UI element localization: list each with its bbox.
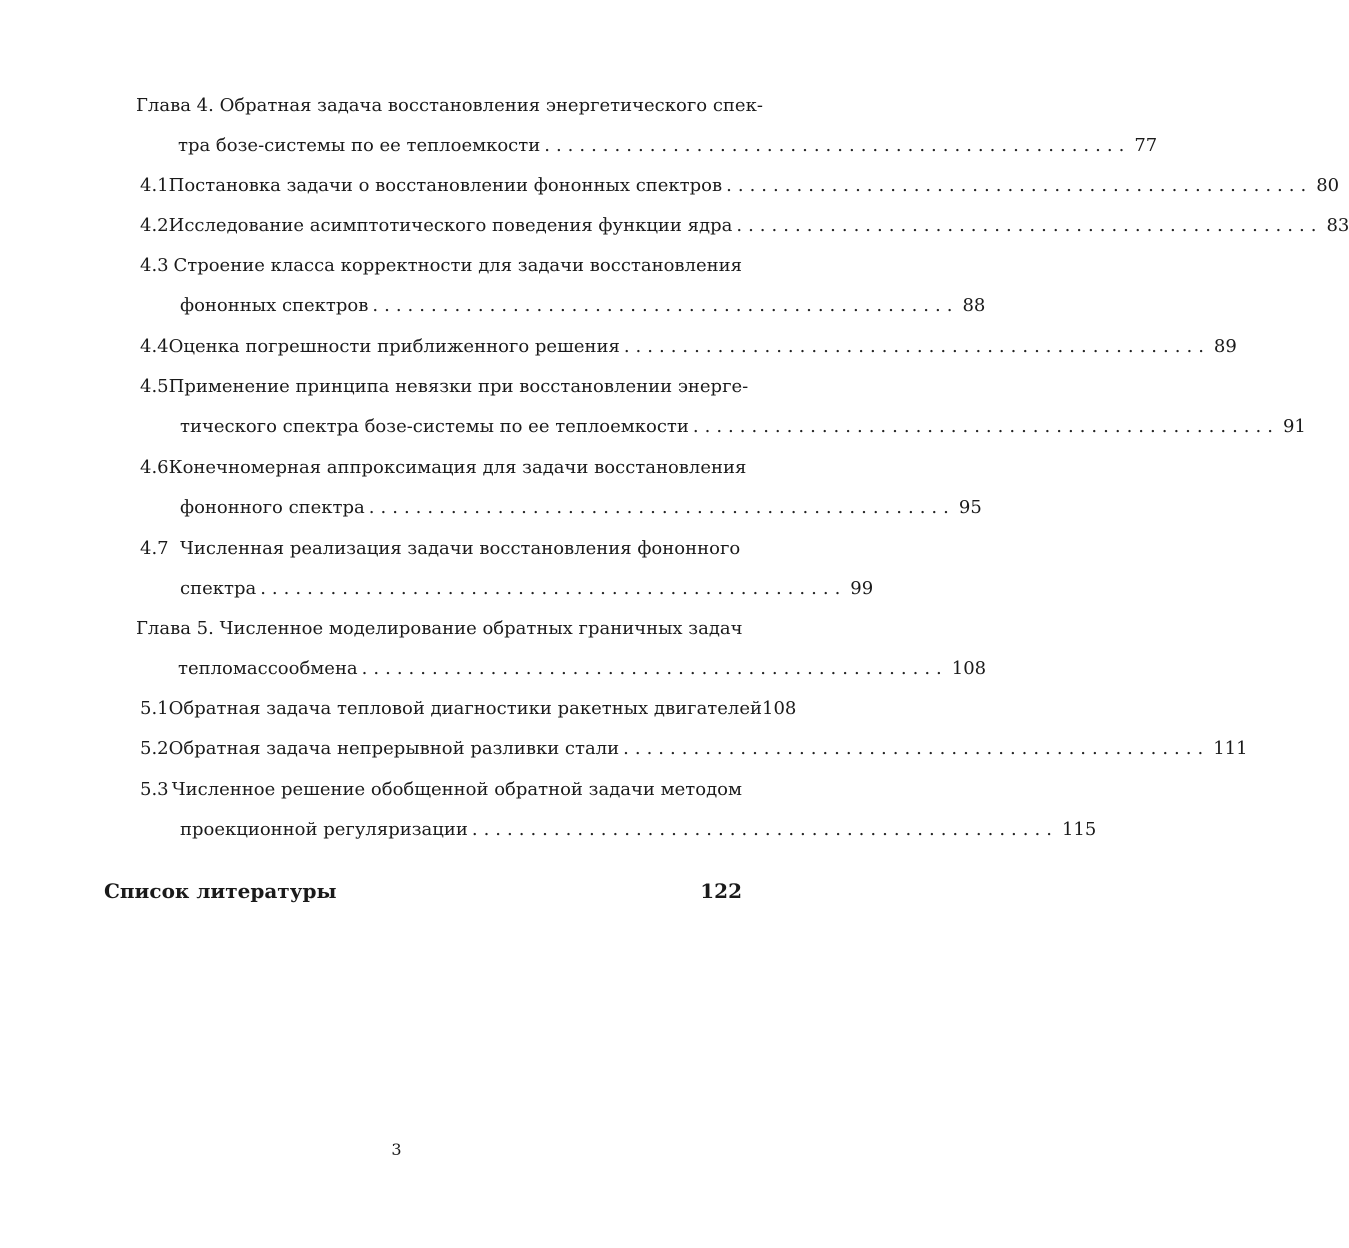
section-title: Обратная задача тепловой диагностики ракетных двигателей — [168, 698, 762, 719]
leader-dots: .................................................. — [544, 135, 1131, 156]
chapter-5-title-line2[interactable] — [178, 657, 987, 681]
section-page: 80 — [1316, 175, 1340, 196]
section-title-line1: Численная реализация задачи восстановления фононного — [180, 538, 741, 559]
section-page: 99 — [850, 578, 874, 599]
section-page: 89 — [1213, 336, 1237, 357]
leader-dots: .................................................. — [623, 336, 1210, 357]
toc-entry-4-7-line2[interactable] — [180, 577, 874, 601]
section-page: 91 — [1282, 416, 1306, 437]
section-title-line1: Применение принципа невязки при восстановлении энерге- — [168, 376, 749, 397]
leader-dots: .................................................. — [726, 175, 1313, 196]
toc-entry-5-2[interactable] — [140, 737, 1248, 761]
toc-entry-4-5-line2[interactable] — [180, 415, 1306, 439]
section-number: 4.1 — [140, 175, 169, 196]
section-page: 115 — [1061, 819, 1097, 840]
chapter-4-title-line2-text: тра бозе-системы по ее теплоемкости — [178, 135, 541, 156]
bibliography-label: Список литературы — [104, 879, 337, 903]
section-page: 83 — [1326, 215, 1349, 236]
section-title-line2: тического спектра бозе-системы по ее теплоемкости — [180, 416, 689, 437]
chapter-4-page: 77 — [1134, 135, 1158, 156]
toc-entry-5-3-line1[interactable] — [140, 778, 742, 802]
section-page: 88 — [962, 295, 986, 316]
toc-entry-4-4[interactable] — [140, 335, 1237, 359]
chapter-5-title-line1[interactable]: Глава 5. Численное моделирование обратных граничных задач — [136, 618, 743, 639]
section-number: 4.3 — [140, 255, 169, 276]
section-number: 4.7 — [140, 538, 169, 559]
section-number: 4.5 — [140, 376, 169, 397]
toc-entry-5-3-line2[interactable] — [180, 818, 1097, 842]
section-title: Исследование асимптотического поведения функции ядра — [168, 215, 733, 236]
bibliography-entry[interactable] — [104, 877, 742, 905]
section-title-line1: Конечномерная аппроксимация для задачи восстановления — [168, 457, 747, 478]
section-title-line2: проекционной регуляризации — [180, 819, 468, 840]
leader-dots: .................................................. — [736, 215, 1323, 236]
section-title-line2: спектра — [180, 578, 257, 599]
toc-entry-4-5-line1[interactable] — [140, 375, 749, 399]
chapter-4-title-line1[interactable]: Глава 4. Обратная задача восстановления энергетического спек- — [136, 95, 763, 116]
section-number: 5.2 — [140, 738, 169, 759]
leader-dots: .................................................. — [368, 497, 955, 518]
section-title-line2: фононных спектров — [180, 295, 369, 316]
chapter-5-title-line2-text: тепломассообмена — [178, 658, 358, 679]
section-title-line2: фононного спектра — [180, 497, 365, 518]
toc-entry-5-1[interactable] — [140, 697, 797, 721]
toc-entry-4-7-line1[interactable] — [140, 537, 742, 561]
section-number: 4.4 — [140, 336, 169, 357]
section-number: 5.3 — [140, 779, 169, 800]
leader-dots: .................................................. — [623, 738, 1210, 759]
toc-entry-4-3-line1[interactable] — [140, 254, 742, 278]
toc-entry-4-1[interactable] — [140, 174, 1340, 198]
chapter-4-title-line2[interactable] — [178, 134, 1158, 158]
leader-dots: .................................................. — [260, 578, 847, 599]
section-number: 4.2 — [140, 215, 169, 236]
toc-entry-4-6-line2[interactable] — [180, 496, 982, 520]
leader-dots: .................................................. — [372, 295, 959, 316]
toc-entry-4-3-line2[interactable] — [180, 294, 986, 318]
section-number: 5.1 — [140, 698, 169, 719]
section-title-line1: Численное решение обобщенной обратной задачи методом — [171, 779, 742, 800]
leader-dots: .................................................. — [361, 658, 948, 679]
page-number: 3 — [391, 1140, 402, 1159]
section-number: 4.6 — [140, 457, 169, 478]
chapter-5-page: 108 — [951, 658, 987, 679]
toc-entry-4-2[interactable] — [140, 214, 1349, 238]
section-title: Постановка задачи о восстановлении фононных спектров — [168, 175, 723, 196]
section-title: Обратная задача непрерывной разливки стали — [168, 738, 620, 759]
section-page: 108 — [762, 698, 797, 719]
section-page: 111 — [1213, 738, 1248, 759]
bibliography-page: 122 — [700, 879, 742, 903]
section-title: Оценка погрешности приближенного решения — [168, 336, 620, 357]
section-title-line1: Строение класса корректности для задачи восстановления — [173, 255, 742, 276]
leader-dots: .................................................. — [692, 416, 1279, 437]
toc-entry-4-6-line1[interactable] — [140, 456, 747, 480]
section-page: 95 — [958, 497, 982, 518]
leader-dots: .................................................. — [471, 819, 1058, 840]
